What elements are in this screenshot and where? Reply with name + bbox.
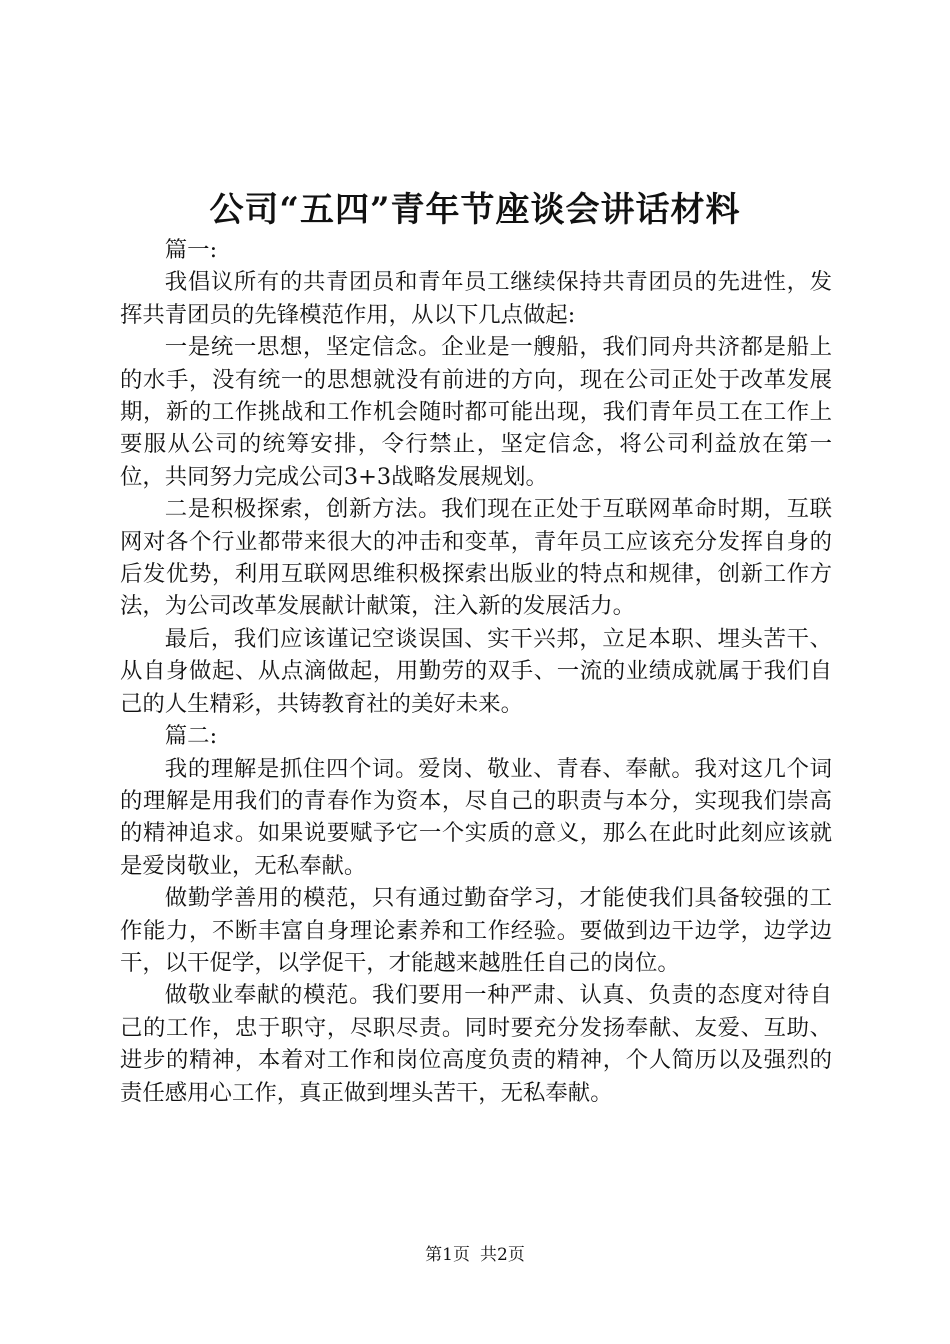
paragraph: 一是统一思想，坚定信念。企业是一艘船，我们同舟共济都是船上的水手，没有统一的思想就没有前进的方向，现在公司正处于改革发展期，新的工作挑战和工作机会随时都可能出现，我们青年员工在工作上要服从公司的统筹安排，令行禁止，坚定信念，将公司利益放在第一位，共同努力完成公司3+3战略发展规划。 (120, 334, 832, 490)
paragraph: 我的理解是抓住四个词。爱岗、敬业、青春、奉献。我对这几个词的理解是用我们的青春作为资本，尽自己的职责与本分，实现我们崇高的精神追求。如果说要赋予它一个实质的意义，那么在此时此刻应该就是爱岗敬业，无私奉献。 (120, 755, 832, 879)
document-body (120, 234, 832, 1109)
paragraph: 二是积极探索，创新方法。我们现在正处于互联网革命时期，互联网对各个行业都带来很大的冲击和变革，青年员工应该充分发挥自身的后发优势，利用互联网思维积极探索出版业的特点和规律，创新工作方法，为公司改革发展献计献策，注入新的发展活力。 (120, 496, 832, 620)
paragraph: 做敬业奉献的模范。我们要用一种严肃、认真、负责的态度对待自己的工作，忠于职守，尽职尽责。同时要充分发扬奉献、友爱、互助、进步的精神，本着对工作和岗位高度负责的精神，个人简历以及强烈的责任感用心工作，真正做到埋头苦干，无私奉献。 (120, 982, 832, 1106)
paragraph: 做勤学善用的模范，只有通过勤奋学习，才能使我们具备较强的工作能力，不断丰富自身理论素养和工作经验。要做到边干边学，边学边干，以干促学，以学促干，才能越来越胜任自己的岗位。 (120, 885, 832, 976)
paragraph: 最后，我们应该谨记空谈误国、实干兴邦，立足本职、埋头苦干、从自身做起、从点滴做起，用勤劳的双手、一流的业绩成就属于我们自己的人生精彩，共铸教育社的美好未来。 (120, 625, 832, 717)
document-title: 公司“五四”青年节座谈会讲话材料 (209, 190, 741, 230)
page-total: 共2页 (480, 1245, 525, 1265)
section-heading-1: 篇一: (164, 237, 218, 263)
section-heading-2: 篇二: (164, 723, 218, 750)
paragraph: 我倡议所有的共青团员和青年员工继续保持共青团员的先进性，发挥共青团员的先锋模范作用，从以下几点做起: (120, 269, 832, 328)
page-number: 第1页 (425, 1245, 470, 1265)
page-footer (0, 1243, 950, 1267)
